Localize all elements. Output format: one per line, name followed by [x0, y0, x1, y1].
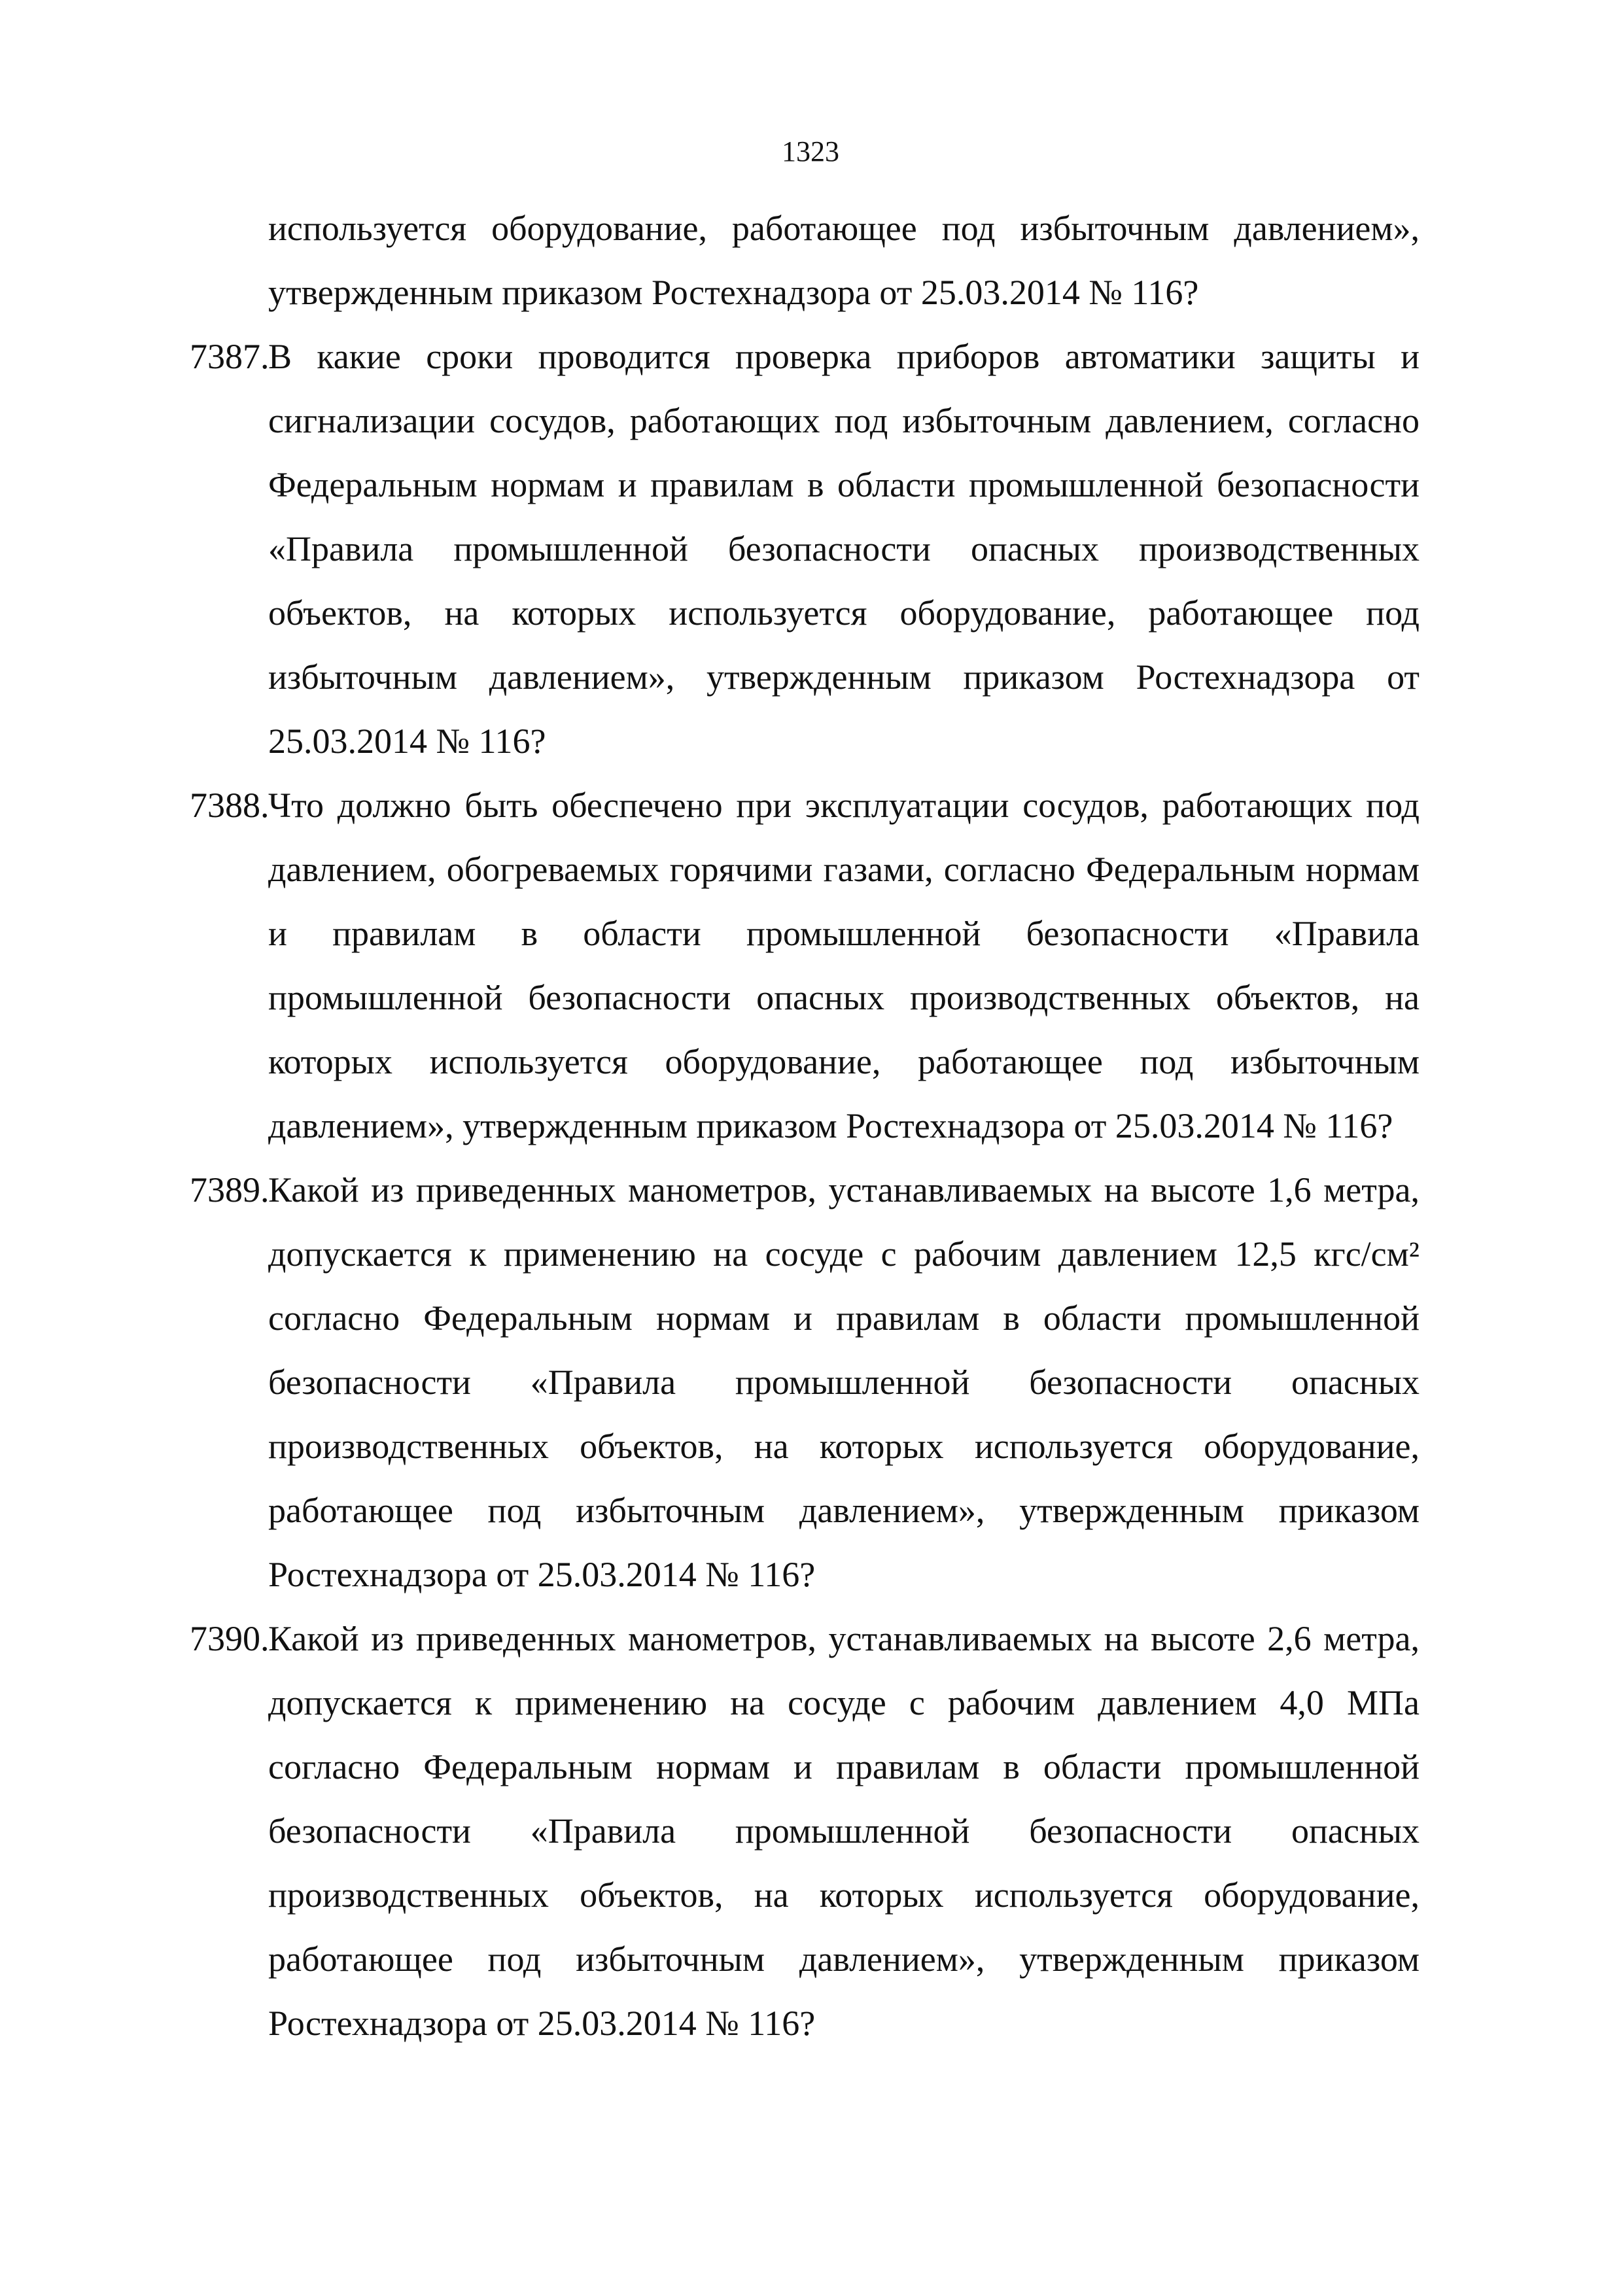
question-number: 7387. [190, 337, 270, 376]
page-content [190, 196, 1420, 2055]
question-number: 7388. [190, 786, 270, 825]
continuation-text: используется оборудование, работающее под избыточным давлением», утвержденным приказом Ростехнадзора от 25.03.2014 № 116? [268, 209, 1420, 312]
question-item-7390 [190, 1607, 1420, 2055]
question-item-7389 [190, 1158, 1420, 1607]
question-number: 7390. [190, 1619, 270, 1658]
question-text: Что должно быть обеспечено при эксплуатации сосудов, работающих под давлением, обогреваемых горячими газами, согласно Федеральным нормам и правилам в области промышленной безопасности «Правила промышленной безопасности опасных производственных объектов, на которых используется оборудование, работающее под избыточным давлением», утвержденным приказом Ростехнадзора от 25.03.2014 № 116? [268, 786, 1420, 1145]
question-text: Какой из приведенных манометров, устанавливаемых на высоте 2,6 метра, допускается к применению на сосуде с рабочим давлением 4,0 МПа согласно Федеральным нормам и правилам в области промышленной безопасности «Правила промышленной безопасности опасных производственных объектов, на которых используется оборудование, работающее под избыточным давлением», утвержденным приказом Ростехнадзора от 25.03.2014 № 116? [268, 1619, 1420, 2043]
question-item-7388 [190, 773, 1420, 1158]
question-text: Какой из приведенных манометров, устанавливаемых на высоте 1,6 метра, допускается к применению на сосуде с рабочим давлением 12,5 кгс/см² согласно Федеральным нормам и правилам в области промышленной безопасности «Правила промышленной безопасности опасных производственных объектов, на которых используется оборудование, работающее под избыточным давлением», утвержденным приказом Ростехнадзора от 25.03.2014 № 116? [268, 1170, 1420, 1594]
question-text: В какие сроки проводится проверка приборов автоматики защиты и сигнализации сосудов, работающих под избыточным давлением, согласно Федеральным нормам и правилам в области промышленной безопасности «Правила промышленной безопасности опасных производственных объектов, на которых используется оборудование, работающее под избыточным давлением», утвержденным приказом Ростехнадзора от 25.03.2014 № 116? [268, 337, 1420, 761]
page-number: 1323 [782, 135, 839, 167]
question-number: 7389. [190, 1170, 270, 1209]
question-item-7387 [190, 324, 1420, 773]
